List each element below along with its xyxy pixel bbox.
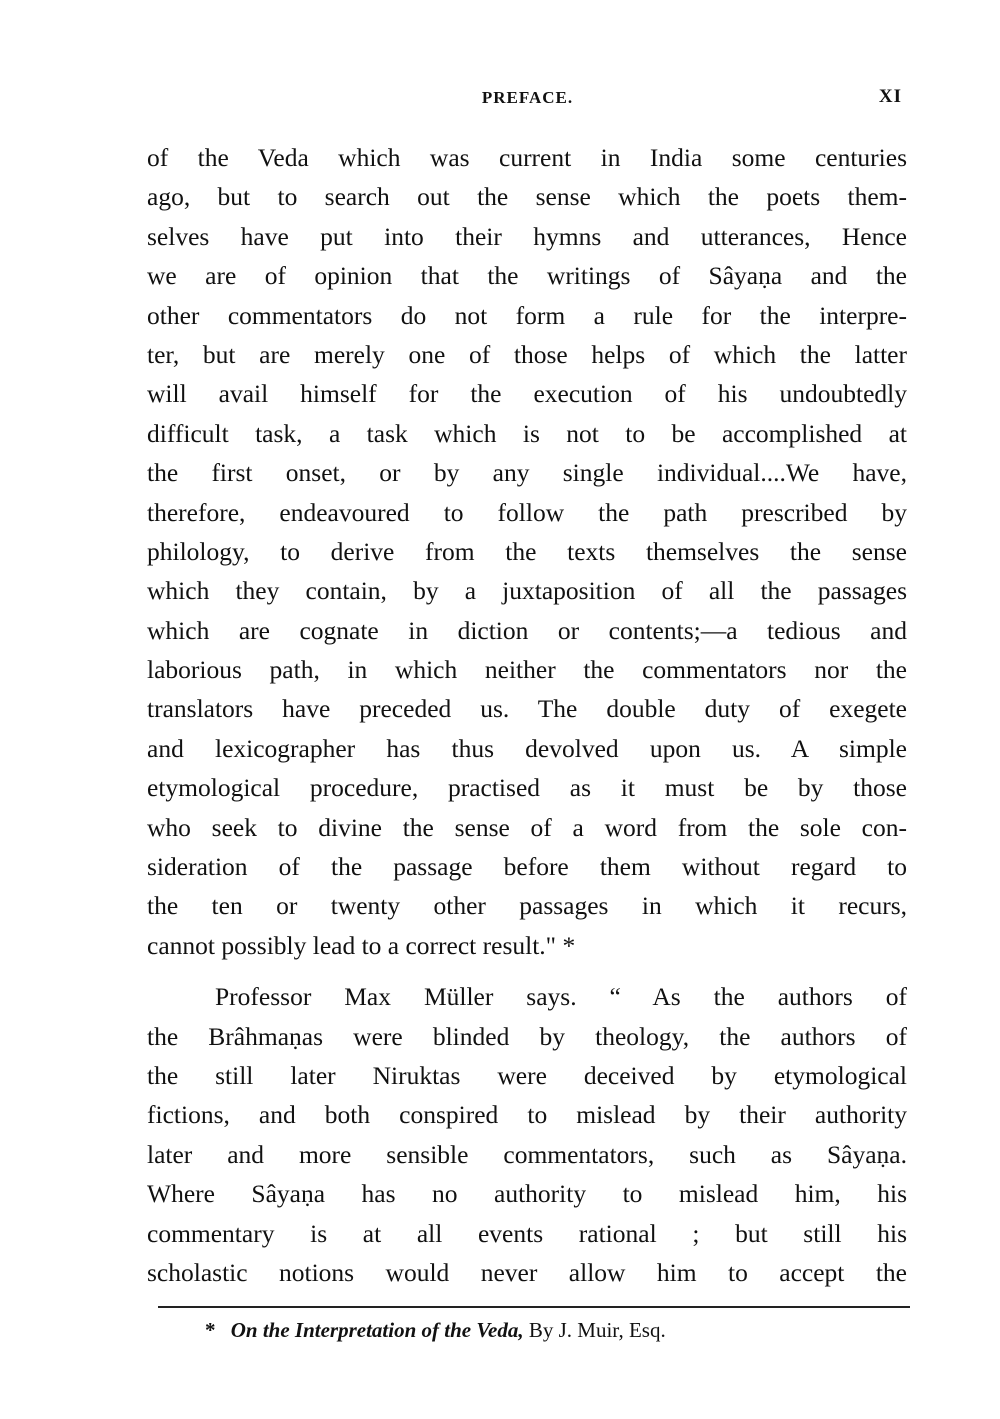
text-line: laborious path, in which neither the commentators nor the	[147, 655, 907, 685]
text-line: scholastic notions would never allow him to accept the	[147, 1257, 907, 1287]
text-line: philology, to derive from the texts themselves the sense	[147, 536, 907, 566]
text-line: later and more sensible commentators, such as Sâyaṇa.	[147, 1139, 907, 1169]
text-line: of the Veda which was current in India some centuries	[147, 143, 907, 172]
text-line: ago, but to search out the sense which the poets them-	[147, 182, 907, 212]
body-text	[147, 138, 907, 1292]
text-line: translators have preceded us. The double duty of exegete	[147, 694, 907, 724]
text-line: Professor Max Müller says. “ As the authors of	[215, 982, 907, 1012]
text-line: ter, but are merely one of those helps of which the latter	[147, 339, 907, 369]
text-line: other commentators do not form a rule for the interpre-	[147, 300, 907, 330]
text-line: cannot possibly lead to a correct result." *	[147, 930, 576, 960]
text-line: will avail himself for the execution of his undoubtedly	[147, 379, 907, 409]
paragraph-1	[147, 138, 907, 965]
running-head	[145, 84, 910, 114]
footnote-divider	[158, 1306, 910, 1308]
page-number: XI	[878, 86, 902, 107]
footnote	[205, 1318, 666, 1343]
text-line: etymological procedure, practised as it must be by those	[147, 773, 907, 803]
text-line: difficult task, a task which is not to be accomplished at	[147, 418, 907, 448]
text-line: selves have put into their hymns and utterances, Hence	[147, 221, 907, 251]
text-line: the still later Niruktas were deceived by etymological	[147, 1060, 907, 1090]
paragraph-gap	[147, 965, 907, 977]
text-line: the first onset, or by any single individual....We have,	[147, 458, 907, 488]
text-line: the Brâhmaṇas were blinded by theology, the authors of	[147, 1021, 907, 1051]
text-line: the ten or twenty other passages in which it recurs,	[147, 891, 907, 921]
text-line: and lexicographer has thus devolved upon us. A simple	[147, 733, 907, 763]
text-line: we are of opinion that the writings of Sâyaṇa and the	[147, 261, 907, 291]
running-title: PREFACE.	[481, 88, 574, 107]
footnote-title: On the Interpretation of the Veda,	[230, 1318, 524, 1342]
text-line: Where Sâyaṇa has no authority to mislead him, his	[147, 1179, 907, 1209]
text-line: which they contain, by a juxtaposition of all the passages	[147, 576, 907, 606]
footnote-marker: *	[205, 1318, 216, 1342]
text-line: sideration of the passage before them without regard to	[147, 852, 907, 882]
text-line: fictions, and both conspired to mislead by their authority	[147, 1100, 907, 1130]
text-line: who seek to divine the sense of a word from the sole con-	[147, 812, 907, 842]
paragraph-2	[147, 977, 907, 1292]
text-line: which are cognate in diction or contents;—a tedious and	[147, 615, 907, 645]
text-line: commentary is at all events rational ; but still his	[147, 1218, 907, 1248]
text-line: therefore, endeavoured to follow the path prescribed by	[147, 497, 907, 527]
footnote-attribution: By J. Muir, Esq.	[528, 1318, 666, 1342]
